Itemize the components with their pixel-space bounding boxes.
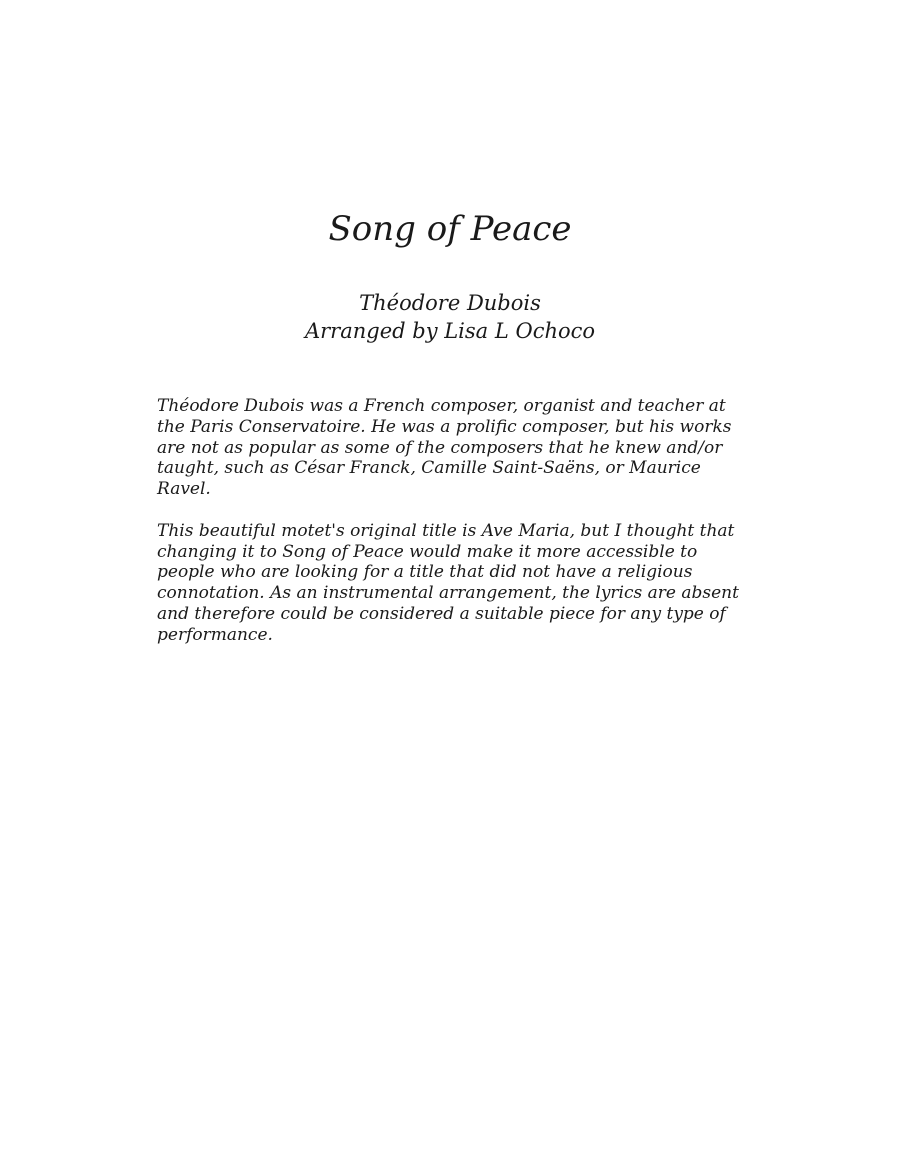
page-title: Song of Peace: [328, 209, 572, 249]
paragraph-composer-bio: Théodore Dubois was a French composer, organist and teacher at the Paris Conservatoire. He was a prolific composer, but his works are not as popular as some of the composers that he knew and/or taught, such as César Franck, Camille Saint-Saëns, or Maurice Ravel.: [157, 396, 732, 500]
paragraph-arrangement-note: This beautiful motet's original title is Ave Maria, but I thought that changing it to Song of Peace would make it more accessible to people who are looking for a title that did not have a religious connotation. As an instrumental arrangement, the lyrics are absent and therefore could be considered a suitable piece for any type of performance.: [157, 520, 739, 645]
program-notes: [157, 396, 747, 646]
byline: [0, 289, 900, 345]
composer-name: Théodore Dubois: [359, 291, 541, 315]
arranger-credit: Arranged by Lisa L Ochoco: [304, 319, 596, 343]
